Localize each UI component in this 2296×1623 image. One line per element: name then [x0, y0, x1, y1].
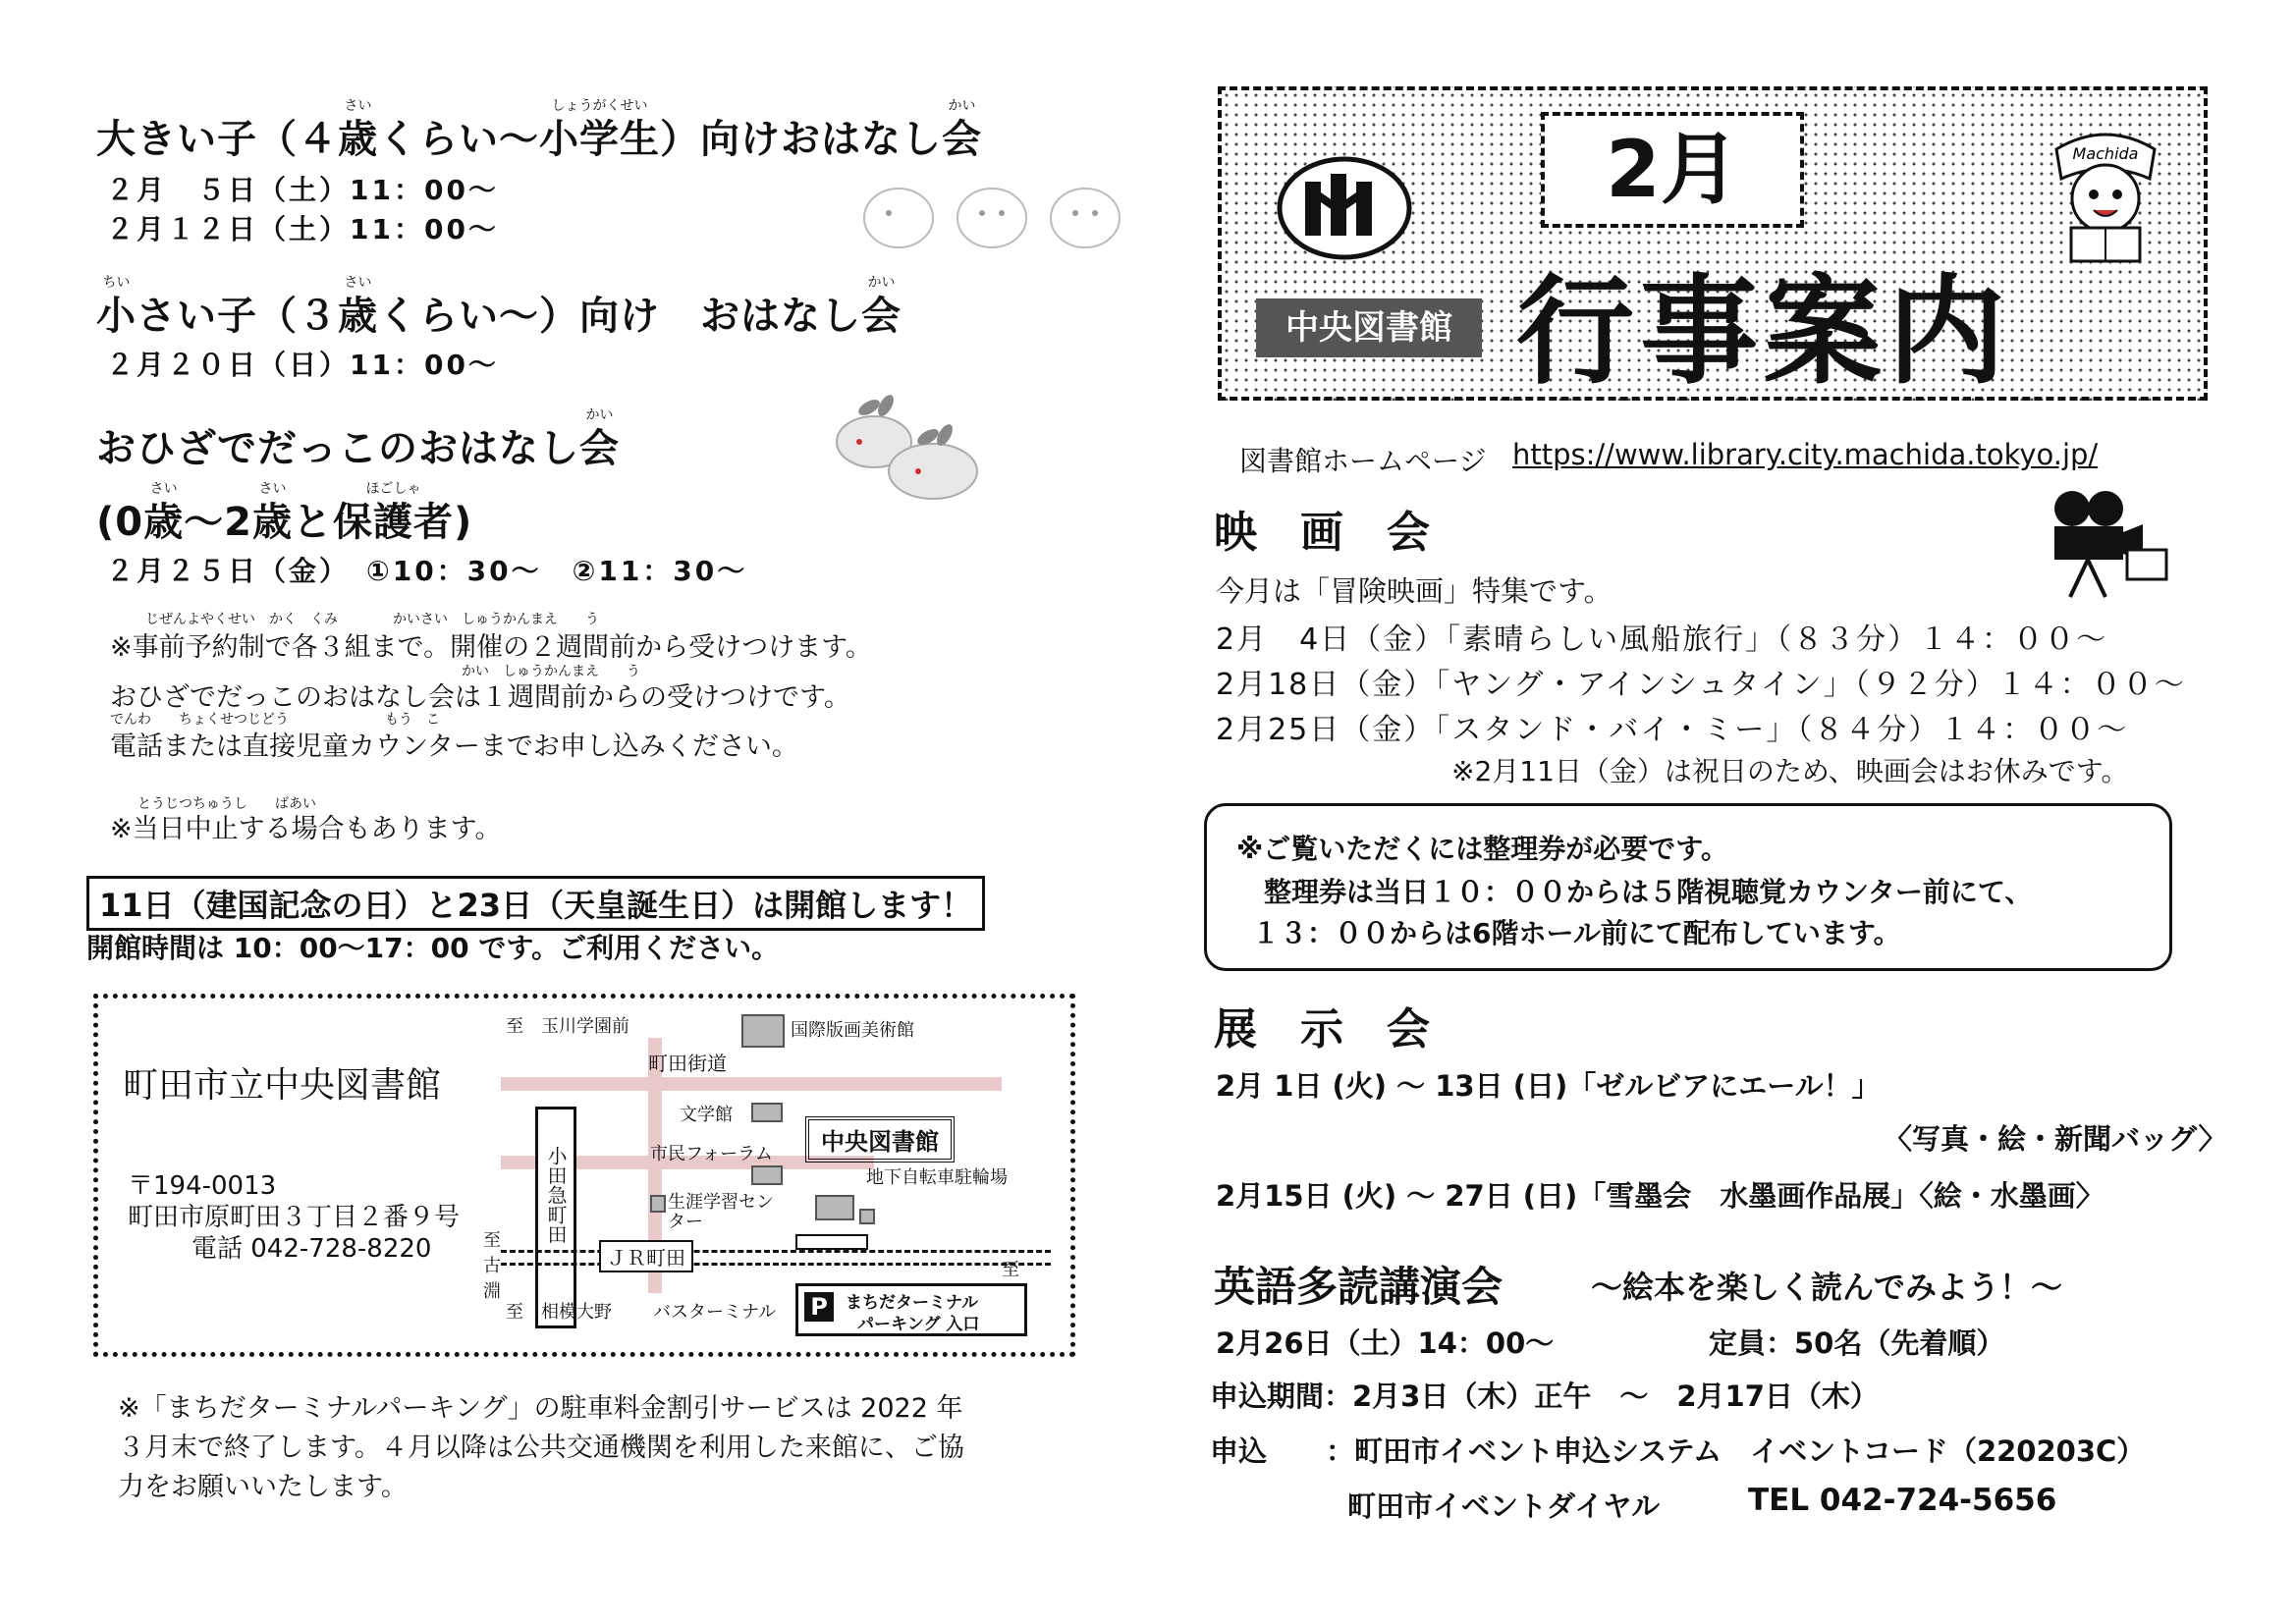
open-notice: 11日（建国記念の日）と23日（天皇誕生日）は開館します！ [86, 876, 985, 931]
bungakukan-label: 文学館 [680, 1105, 733, 1125]
movie-item-3: 2月25日（金）「スタンド・バイ・ミー」（８４分）１４：００～ [1216, 713, 2129, 747]
svg-text:Machida: Machida [2072, 144, 2139, 163]
chicks-illustration [854, 179, 1139, 257]
movie-item-1: 2月 4日（金）「素晴らしい風船旅行」（８３分）１４：００～ [1216, 622, 2108, 657]
movie-holiday-note: ※2月11日（金）は祝日のため、映画会はお休みです。 [1451, 755, 2129, 787]
parking-label-2: パーキング 入口 [857, 1315, 980, 1334]
footnote-line-2: ３月末で終了します。４月以降は公共交通機関を利用した来館に、ご協 [118, 1433, 964, 1463]
bus-terminal-box [795, 1234, 868, 1250]
ticket-note-1: ※ご覧いただくには整理券が必要です。 [1236, 833, 1728, 865]
central-library-building [815, 1195, 854, 1220]
english-apply-system: ：町田市イベント申込システム イベントコード（220203C） [1326, 1434, 2146, 1468]
note-line-4-ruby: とうじつちゅうし ばあい [137, 796, 316, 812]
library-logo-icon [1276, 154, 1413, 262]
to-naruse: 至 [1002, 1260, 1019, 1280]
parking-icon: P [804, 1292, 834, 1322]
mascot-icon [2037, 120, 2174, 267]
address: 町田市原町田３丁目２番９号 [128, 1203, 461, 1232]
odakyu-label: 小田急町田 [544, 1146, 568, 1244]
english-capacity: 定員：50名（先着順） [1709, 1326, 2005, 1360]
projector-icon [2033, 481, 2170, 599]
month-label: 2月 [1541, 112, 1804, 228]
bike-parking-building [859, 1209, 875, 1224]
note-line-2: おひざでだっこのおはなし会は１週間前からの受けつけです。 [110, 682, 850, 713]
bike-parking-label: 地下自転車駐輪場 [866, 1167, 1008, 1188]
forum-building [751, 1165, 783, 1185]
movies-heading: 映 画 会 [1214, 508, 1430, 558]
movie-item-2: 2月18日（金）「ヤング・アインシュタイン」（９２分）１４：００～ [1216, 668, 2186, 702]
open-hours: 開館時間は 10：00～17：00 です。ご利用ください。 [86, 932, 780, 964]
museum-label: 国際版画美術館 [791, 1020, 914, 1041]
ticket-note-2: 整理券は当日１０：００からは５階視聴覚カウンター前にて、 [1264, 876, 2033, 908]
bus-terminal-label: バスターミナル [653, 1302, 777, 1323]
to-tamagawa: 至 玉川学園前 [506, 1016, 629, 1037]
jr-line [501, 1250, 1051, 1266]
phone: 電話 042-728-8220 [191, 1234, 432, 1264]
note-line-4: ※当日中止する場合もあります。 [110, 814, 502, 844]
english-tel: TEL 042-724-5656 [1748, 1483, 2057, 1518]
parking-label-1: まちだターミナル [846, 1293, 979, 1313]
shogai-label: 生涯学習センター [668, 1192, 774, 1232]
note-line-2-ruby: かい しゅうかんまえ う [462, 664, 640, 679]
note-line-1-ruby: じぜんよやくせい かく くみ かいさい しゅうかんまえ う [145, 612, 599, 627]
ticket-note-box [1204, 803, 2172, 971]
ohiza-date: ２月２５日（金） ①10：30～ ②11：30～ [106, 555, 748, 587]
exhibit-item-1: 2月 1日 (火) ～ 13日 (日)「ゼルビアにエール！」 [1216, 1069, 1881, 1103]
english-heading: 英語多読講演会 [1214, 1263, 1503, 1311]
note-line-3: 電話または直接児童カウンターまでお申し込みください。 [110, 731, 798, 762]
big-kids-title: 大きい子（４ さい 歳くらい～ しょうがくせい 小学生）向けおはなし かい 会 [96, 98, 982, 162]
library-name: 町田市立中央図書館 [123, 1065, 442, 1106]
exhibits-heading: 展 示 会 [1214, 1004, 1430, 1055]
homepage-label: 図書館ホームページ [1239, 445, 1487, 477]
small-kids-date: ２月２０日（日）11：00～ [106, 349, 499, 381]
bungakukan-building [751, 1103, 783, 1122]
snow-rabbits-illustration [835, 388, 992, 506]
english-date: 2月26日（土）14：00～ [1216, 1326, 1555, 1360]
ohiza-title: おひざでだっこのおはなし かい 会 [96, 407, 620, 471]
small-kids-title: ちい 小さい子（３ さい 歳くらい～）向け おはなし かい 会 [96, 275, 902, 339]
homepage-link[interactable]: https://www.library.city.machida.tokyo.jp/ [1512, 438, 2099, 471]
english-dial: 町田市イベントダイヤル [1347, 1489, 1661, 1523]
note-line-1: ※事前予約制で各３組まで。開催の２週間前から受けつけます。 [110, 632, 872, 663]
english-apply-label: 申込 [1210, 1434, 1268, 1468]
museum-building [741, 1014, 785, 1048]
postal-code: 〒194-0013 [128, 1171, 277, 1201]
header-banner [1218, 86, 2208, 401]
english-period: 申込期間：2月3日（木）正午 ～ 2月17日（木） [1210, 1380, 1879, 1413]
library-label: 中央図書館 [1256, 298, 1482, 357]
exhibit-item-2: 2月15日 (火) ～ 27日 (日)「雪墨会 水墨画作品展」〈絵・水墨画〉 [1216, 1179, 2105, 1213]
to-sagamiono: 至 相模大野 [506, 1302, 612, 1323]
english-subtitle: ～絵本を楽しく読んでみよう！～ [1591, 1269, 2063, 1306]
big-kids-date-1: ２月 ５日（土）11：00～ [106, 174, 499, 206]
footnote-line-1: ※「まちだターミナルパーキング」の駐車料金割引サービスは 2022 年 [118, 1393, 963, 1424]
note-line-3-ruby: でんわ ちょくせつじどう もう こ [110, 712, 440, 728]
jr-label: ＪＲ町田 [599, 1240, 693, 1272]
event-guide-title: 行事案内 [1516, 264, 2011, 401]
footnote-line-3: 力をお願いいたします。 [118, 1472, 408, 1502]
parking-sign [795, 1283, 1027, 1336]
map-road-1 [501, 1077, 1002, 1091]
shogai-building [650, 1195, 666, 1213]
central-library-label: 中央図書館 [805, 1116, 955, 1163]
big-kids-date-2: ２月１２日（土）11：00～ [106, 213, 499, 245]
movies-intro: 今月は「冒険映画」特集です。 [1216, 574, 1613, 608]
to-kobuchi: 至 古淵 [483, 1230, 501, 1302]
kaido-label: 町田街道 [648, 1052, 727, 1075]
ticket-note-3: １３：００からは6階ホール前にて配布しています。 [1252, 917, 1901, 949]
ohiza-subtitle: (0 さい 歳～2 さい 歳と ほごしゃ 保護者) [96, 481, 473, 545]
forum-label: 市民フォーラム [650, 1144, 773, 1164]
map-box [93, 994, 1075, 1357]
exhibit-item-1-sub: 〈写真・絵・新聞バッグ〉 [1884, 1122, 2227, 1156]
